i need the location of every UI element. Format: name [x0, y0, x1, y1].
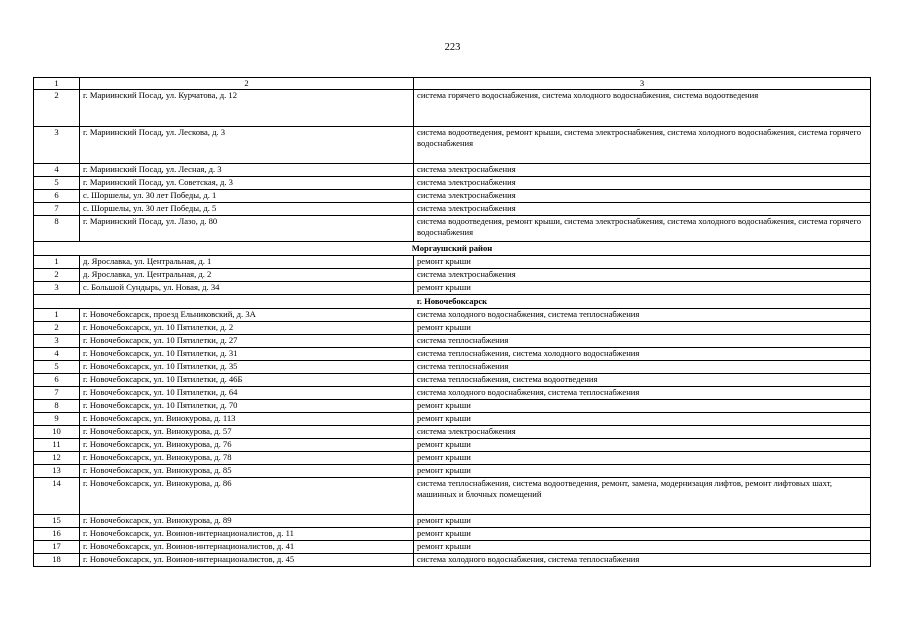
address-cell: г. Мариинский Посад, ул. Лесная, д. 3	[80, 164, 414, 177]
work-type-cell: система горячего водоснабжения, система холодного водоснабжения, система водоотведения	[414, 90, 871, 127]
address-cell: г. Новочебоксарск, ул. 10 Пятилетки, д. 2	[80, 322, 414, 335]
table-row	[34, 322, 871, 335]
section-header-row	[34, 242, 871, 256]
work-type-cell: система электроснабжения	[414, 177, 871, 190]
work-type-cell: ремонт крыши	[414, 322, 871, 335]
work-type-cell: система холодного водоснабжения, система теплоснабжения	[414, 309, 871, 322]
address-cell: г. Новочебоксарск, ул. Винокурова, д. 85	[80, 465, 414, 478]
table-body	[34, 78, 871, 567]
table-row	[34, 90, 871, 127]
table-row	[34, 127, 871, 164]
table-row	[34, 164, 871, 177]
work-type-cell: система теплоснабжения	[414, 361, 871, 374]
work-type-cell: ремонт крыши	[414, 256, 871, 269]
address-cell: г. Новочебоксарск, ул. 10 Пятилетки, д. 46Б	[80, 374, 414, 387]
table-row	[34, 554, 871, 567]
address-cell: г. Новочебоксарск, ул. 10 Пятилетки, д. 70	[80, 400, 414, 413]
address-cell: г. Новочебоксарск, ул. Винокурова, д. 57	[80, 426, 414, 439]
table-row	[34, 282, 871, 295]
row-number: 2	[34, 322, 80, 335]
row-number: 10	[34, 426, 80, 439]
row-number: 15	[34, 515, 80, 528]
work-type-cell: система электроснабжения	[414, 426, 871, 439]
table-row	[34, 256, 871, 269]
work-type-cell: система электроснабжения	[414, 190, 871, 203]
work-type-cell: система теплоснабжения, система холодного водоснабжения	[414, 348, 871, 361]
table-row	[34, 478, 871, 515]
address-cell: г. Новочебоксарск, ул. Винокурова, д. 113	[80, 413, 414, 426]
address-cell: с. Большой Сундырь, ул. Новая, д. 34	[80, 282, 414, 295]
table-row	[34, 309, 871, 322]
row-number: 2	[34, 269, 80, 282]
work-type-cell: ремонт крыши	[414, 452, 871, 465]
row-number: 17	[34, 541, 80, 554]
table-row	[34, 452, 871, 465]
row-number: 2	[34, 90, 80, 127]
address-cell: г. Новочебоксарск, ул. 10 Пятилетки, д. 35	[80, 361, 414, 374]
section-header-row	[34, 295, 871, 309]
table-row	[34, 426, 871, 439]
table-row	[34, 190, 871, 203]
table-row	[34, 528, 871, 541]
work-type-cell: ремонт крыши	[414, 465, 871, 478]
address-cell: г. Новочебоксарск, ул. 10 Пятилетки, д. 27	[80, 335, 414, 348]
work-type-cell: система электроснабжения	[414, 164, 871, 177]
work-type-cell: ремонт крыши	[414, 515, 871, 528]
address-cell: д. Ярославка, ул. Центральная, д. 2	[80, 269, 414, 282]
row-number: 11	[34, 439, 80, 452]
work-type-cell: система электроснабжения	[414, 203, 871, 216]
column-header-2: 2	[80, 78, 414, 90]
row-number: 8	[34, 216, 80, 242]
table-row	[34, 269, 871, 282]
column-number-header-row	[34, 78, 871, 90]
table-row	[34, 413, 871, 426]
address-cell: г. Мариинский Посад, ул. Лескова, д. 3	[80, 127, 414, 164]
table-row	[34, 216, 871, 242]
row-number: 5	[34, 361, 80, 374]
work-type-cell: система теплоснабжения, система водоотведения	[414, 374, 871, 387]
work-type-cell: ремонт крыши	[414, 413, 871, 426]
address-cell: г. Мариинский Посад, ул. Курчатова, д. 12	[80, 90, 414, 127]
address-cell: г. Новочебоксарск, ул. 10 Пятилетки, д. 64	[80, 387, 414, 400]
table-row	[34, 374, 871, 387]
address-cell: г. Новочебоксарск, ул. Винокурова, д. 76	[80, 439, 414, 452]
work-type-cell: система теплоснабжения, система водоотведения, ремонт, замена, модернизация лифтов, ремонт лифтовых шахт, машинных и блочных помещений	[414, 478, 871, 515]
address-cell: г. Новочебоксарск, ул. Воинов-интернационалистов, д. 11	[80, 528, 414, 541]
row-number: 1	[34, 256, 80, 269]
repair-table	[33, 77, 871, 567]
column-header-3: 3	[414, 78, 871, 90]
work-type-cell: система холодного водоснабжения, система теплоснабжения	[414, 554, 871, 567]
address-cell: г. Мариинский Посад, ул. Советская, д. 3	[80, 177, 414, 190]
row-number: 4	[34, 164, 80, 177]
row-number: 3	[34, 335, 80, 348]
section-title: Моргаушский район	[34, 242, 871, 256]
table-row	[34, 515, 871, 528]
table-row	[34, 361, 871, 374]
row-number: 9	[34, 413, 80, 426]
address-cell: д. Ярославка, ул. Центральная, д. 1	[80, 256, 414, 269]
table-row	[34, 439, 871, 452]
address-cell: с. Шоршелы, ул. 30 лет Победы, д. 1	[80, 190, 414, 203]
page-number: 223	[444, 42, 461, 53]
table-row	[34, 177, 871, 190]
table-row	[34, 541, 871, 554]
table-row	[34, 387, 871, 400]
row-number: 7	[34, 203, 80, 216]
address-cell: г. Новочебоксарск, проезд Ельниковский, д. 3А	[80, 309, 414, 322]
row-number: 6	[34, 374, 80, 387]
table-row	[34, 400, 871, 413]
section-title: г. Новочебоксарск	[34, 295, 871, 309]
address-cell: г. Новочебоксарск, ул. Винокурова, д. 86	[80, 478, 414, 515]
address-cell: г. Новочебоксарск, ул. Воинов-интернационалистов, д. 41	[80, 541, 414, 554]
table-row	[34, 465, 871, 478]
work-type-cell: система водоотведения, ремонт крыши, система электроснабжения, система холодного водоснабжения, система горячего водоснабжения	[414, 127, 871, 164]
row-number: 5	[34, 177, 80, 190]
address-cell: г. Новочебоксарск, ул. Винокурова, д. 89	[80, 515, 414, 528]
work-type-cell: система холодного водоснабжения, система теплоснабжения	[414, 387, 871, 400]
address-cell: г. Новочебоксарск, ул. Винокурова, д. 78	[80, 452, 414, 465]
table-row	[34, 348, 871, 361]
address-cell: г. Мариинский Посад, ул. Лазо, д. 80	[80, 216, 414, 242]
row-number: 1	[34, 309, 80, 322]
work-type-cell: система теплоснабжения	[414, 335, 871, 348]
row-number: 8	[34, 400, 80, 413]
work-type-cell: ремонт крыши	[414, 528, 871, 541]
row-number: 6	[34, 190, 80, 203]
row-number: 16	[34, 528, 80, 541]
work-type-cell: ремонт крыши	[414, 400, 871, 413]
row-number: 18	[34, 554, 80, 567]
row-number: 3	[34, 127, 80, 164]
address-cell: г. Новочебоксарск, ул. Воинов-интернационалистов, д. 45	[80, 554, 414, 567]
row-number: 13	[34, 465, 80, 478]
table-row	[34, 335, 871, 348]
work-type-cell: ремонт крыши	[414, 439, 871, 452]
row-number: 3	[34, 282, 80, 295]
table-row	[34, 203, 871, 216]
row-number: 4	[34, 348, 80, 361]
column-header-1: 1	[34, 78, 80, 90]
work-type-cell: ремонт крыши	[414, 541, 871, 554]
address-cell: г. Новочебоксарск, ул. 10 Пятилетки, д. 31	[80, 348, 414, 361]
row-number: 14	[34, 478, 80, 515]
work-type-cell: система электроснабжения	[414, 269, 871, 282]
address-cell: с. Шоршелы, ул. 30 лет Победы, д. 5	[80, 203, 414, 216]
work-type-cell: ремонт крыши	[414, 282, 871, 295]
row-number: 12	[34, 452, 80, 465]
row-number: 7	[34, 387, 80, 400]
work-type-cell: система водоотведения, ремонт крыши, система электроснабжения, система холодного водоснабжения, система горячего водоснабжения	[414, 216, 871, 242]
